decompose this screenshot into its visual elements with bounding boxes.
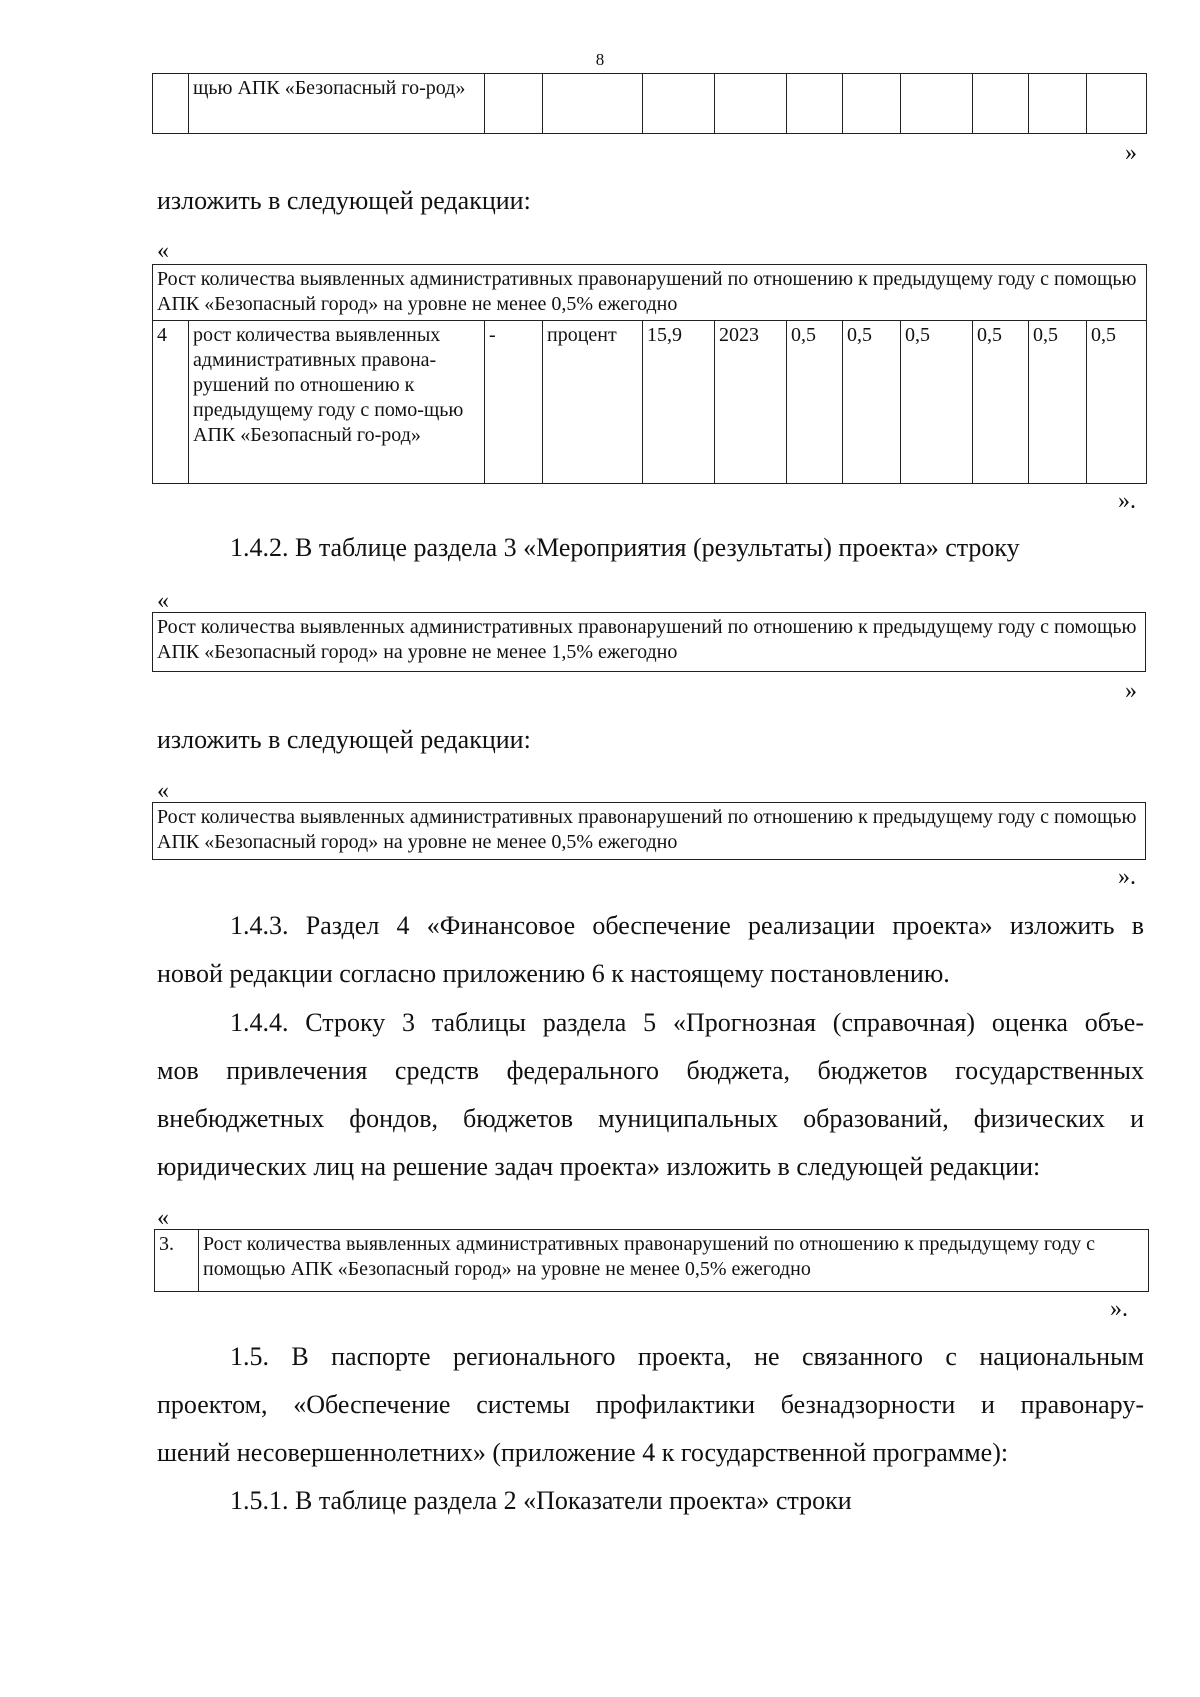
close-quote: ». [1110,1296,1128,1322]
paragraph-1-4-2: 1.4.2. В таблице раздела 3 «Мероприятия (результаты) проекта» строку [230,533,1020,562]
year-value: 0,5 [787,321,843,484]
close-quote: ». [1118,864,1136,890]
close-quote: » [1125,678,1137,704]
paragraph-1-5-1: 1.5.1. В таблице раздела 2 «Показатели проекта» строки [230,1486,852,1515]
event-row-new: Рост количества выявленных административных правонарушений по отношению к предыдущему году с помощью АПК «Безопасный город» на уровне не менее 0,5% ежегодно [152,802,1146,860]
table-cell [1087,74,1147,134]
paragraph-1-4-3-line: 1.4.3. Раздел 4 «Финансовое обеспечение реализации проекта» изложить в [230,911,1144,940]
indicator-name: рост количества выявленных административных правона-рушений по отношению к предыдущему году с помо-щью АПК «Безопасный го-род» [189,321,485,484]
table-header: Рост количества выявленных административных правонарушений по отношению к предыдущему году с помощью АПК «Безопасный город» на уровне не менее 0,5% ежегодно [153,265,1147,321]
table-cell [1029,74,1087,134]
year-value: 0,5 [843,321,901,484]
open-quote: « [157,1205,169,1231]
close-quote: » [1125,140,1137,166]
unit: процент [543,321,643,484]
indicator-name-cell: щью АПК «Безопасный го-род» [189,74,485,134]
funding-table-row [154,1229,1149,1292]
paragraph-1-4-4-line: юридических лиц на решение задач проекта» изложить в следующей редакции: [157,1152,1041,1181]
base-year: 2023 [715,321,787,484]
base-value: 15,9 [643,321,715,484]
paragraph-1-5-line: проектом, «Обеспечение системы профилактики безнадзорности и правонару- [157,1390,1144,1419]
open-quote: « [157,778,169,804]
indicator-table [152,264,1147,484]
paragraph-1-4-4-line: 1.4.4. Строку 3 таблицы раздела 5 «Прогнозная (справочная) оценка объе- [230,1008,1144,1037]
table-cell [543,74,643,134]
table-cell [643,74,715,134]
table-cell [787,74,843,134]
instruction-text: изложить в следующей редакции: [157,725,531,754]
paragraph-1-4-4-line: внебюджетных фондов, бюджетов муниципальных образований, физических и [157,1104,1144,1133]
row-number: 4 [153,321,189,484]
row-number: 3. [155,1230,199,1292]
paragraph-1-5-line: шений несовершеннолетних» (приложение 4 к государственной программе): [157,1438,1009,1467]
year-value: 0,5 [1029,321,1087,484]
table-cell [973,74,1029,134]
paragraph-1-4-4-line: мов привлечения средств федерального бюджета, бюджетов государственных [157,1056,1144,1085]
open-quote: « [157,588,169,614]
table-cell [901,74,973,134]
instruction-text: изложить в следующей редакции: [157,186,531,215]
close-quote: ». [1118,488,1136,514]
page-number: 8 [595,50,605,69]
top-table-fragment [152,73,1147,134]
open-quote: « [157,238,169,264]
table-cell [153,74,189,134]
table-cell [843,74,901,134]
event-row-old: Рост количества выявленных административных правонарушений по отношению к предыдущему году с помощью АПК «Безопасный город» на уровне не менее 1,5% ежегодно [152,612,1146,672]
row-text: Рост количества выявленных административных правонарушений по отношению к предыдущему году с помощью АПК «Безопасный город» на уровне не менее 0,5% ежегодно [199,1230,1149,1292]
year-value: 0,5 [1087,321,1147,484]
paragraph-1-4-3-line: новой редакции согласно приложению 6 к настоящему постановлению. [157,959,950,988]
paragraph-1-5-line: 1.5. В паспорте регионального проекта, не связанного с национальным [230,1342,1144,1371]
indicator-type: - [485,321,543,484]
table-cell [715,74,787,134]
year-value: 0,5 [973,321,1029,484]
table-cell [485,74,543,134]
year-value: 0,5 [901,321,973,484]
